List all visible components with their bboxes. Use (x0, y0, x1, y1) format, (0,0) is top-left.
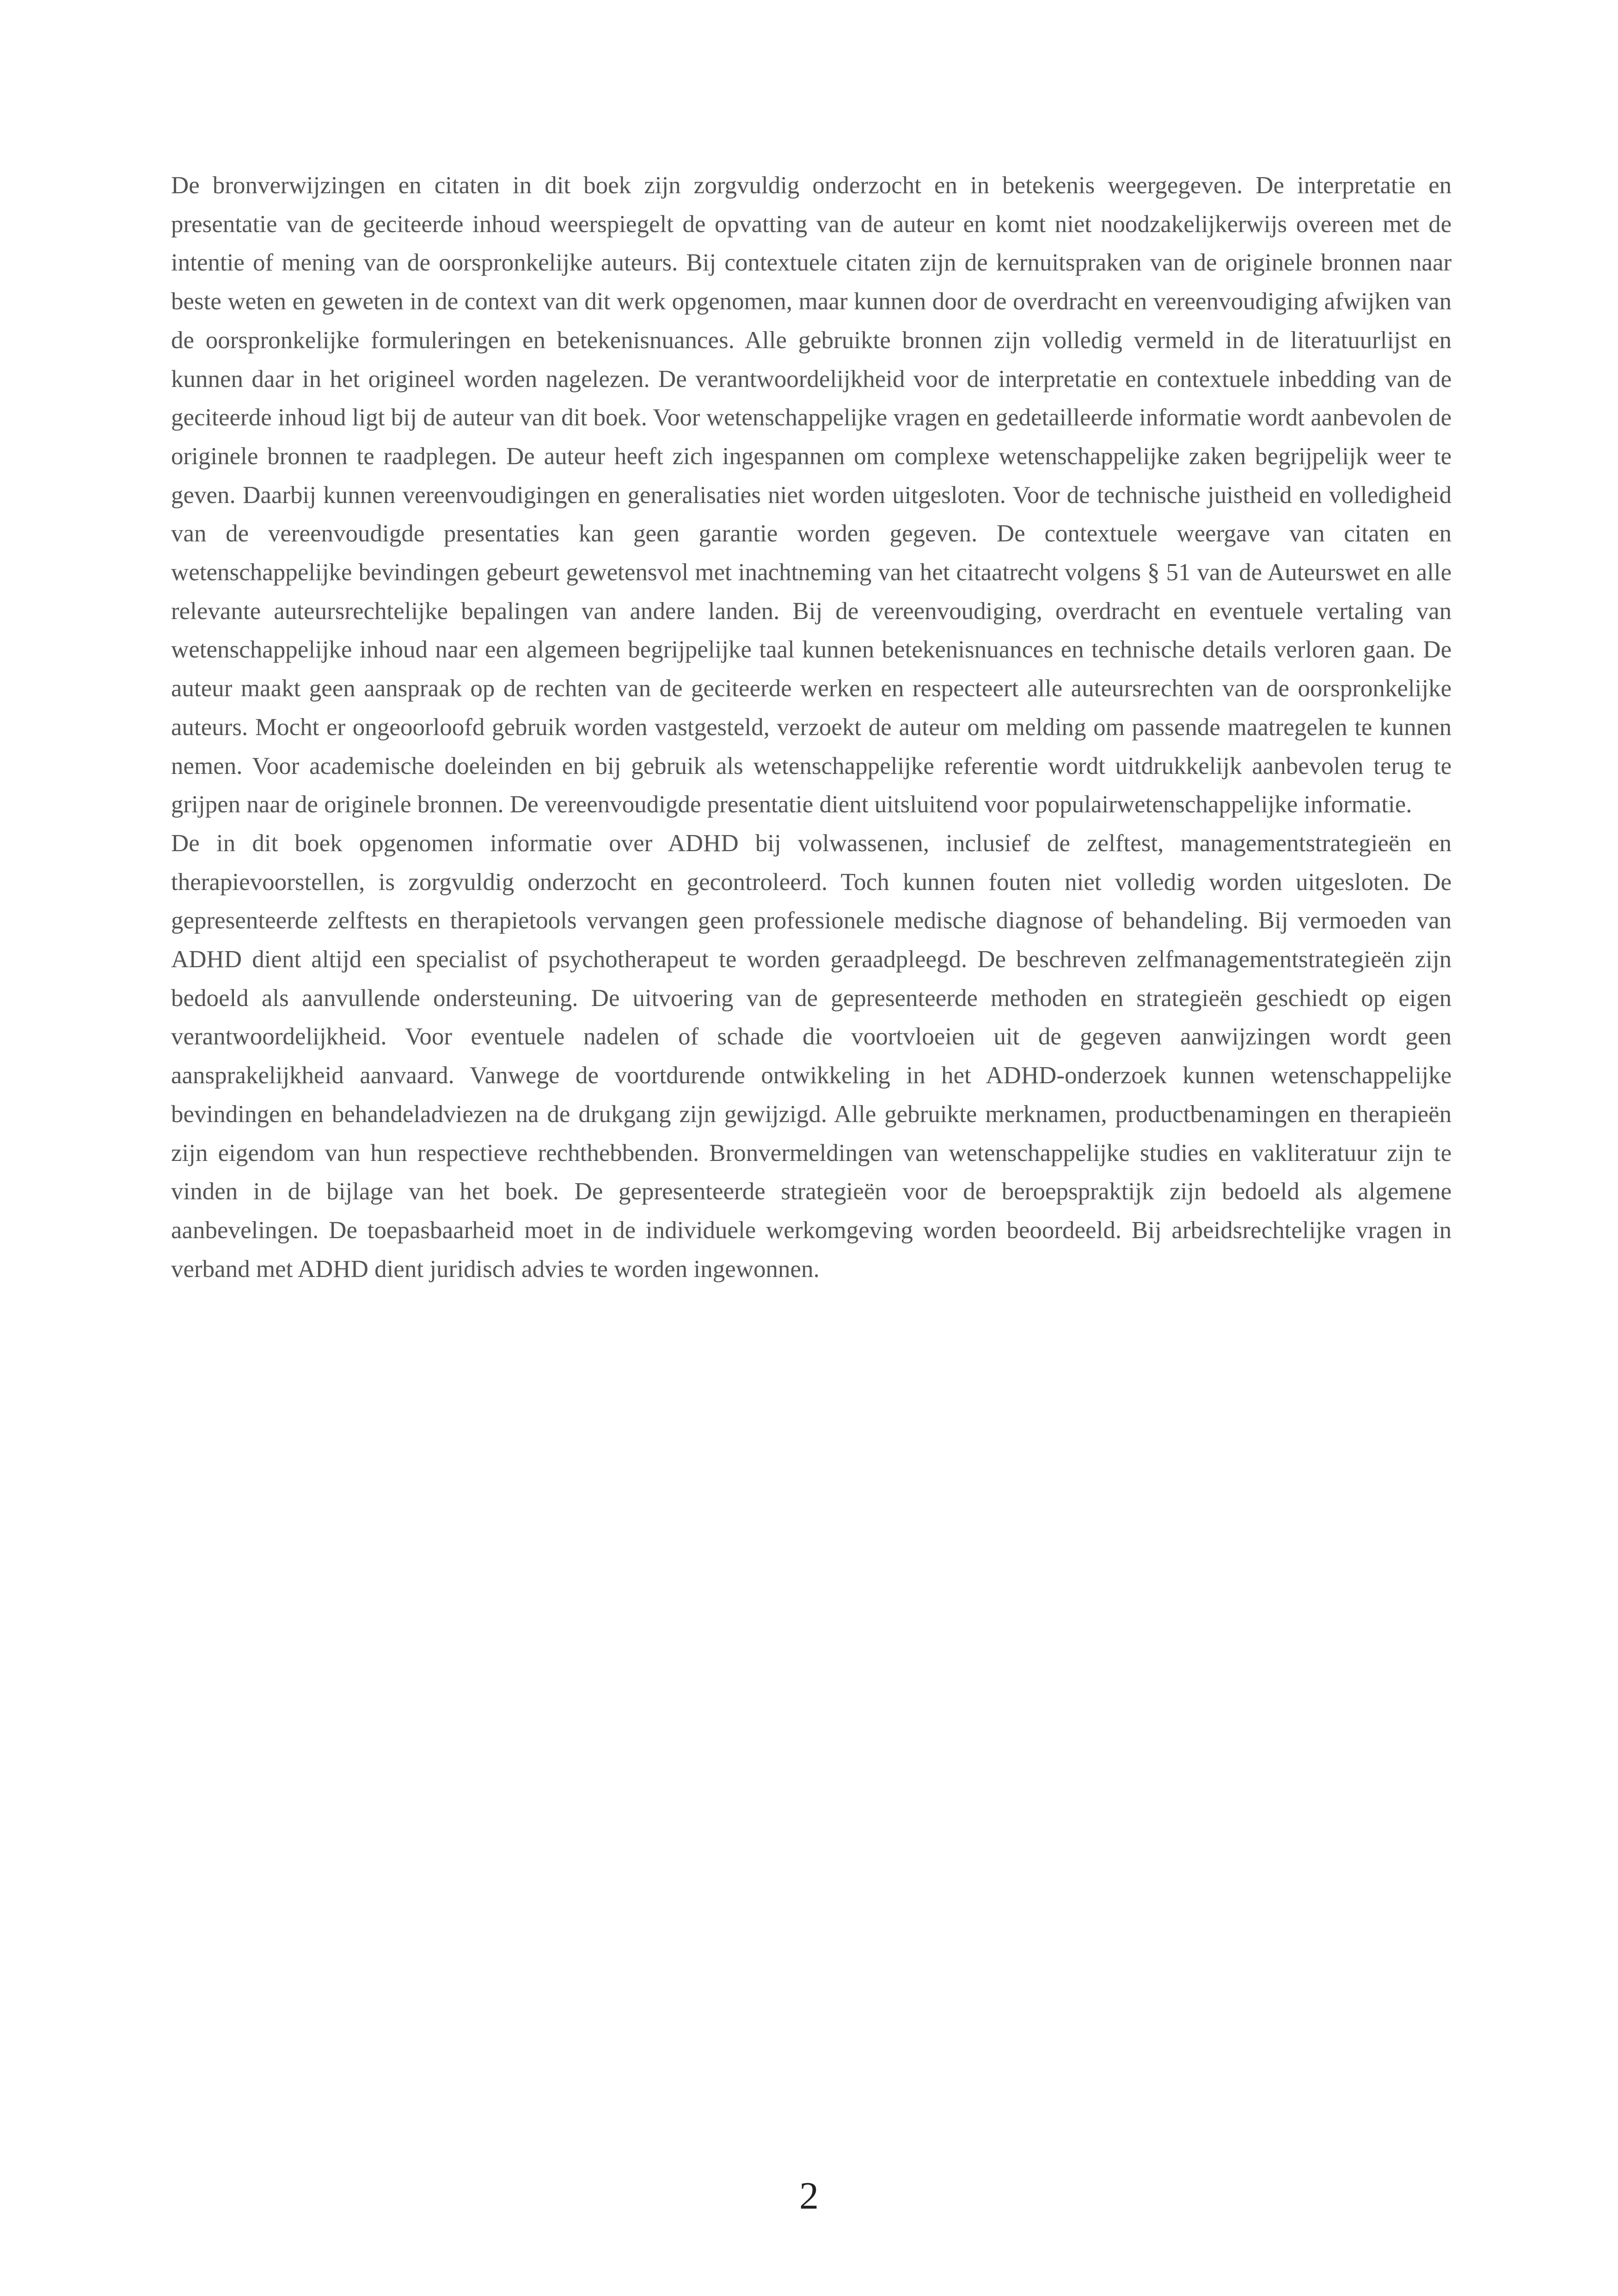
page-number: 2 (799, 2174, 819, 2217)
disclaimer-paragraph-sources: De bronverwijzingen en citaten in dit boek zijn zorgvuldig onderzocht en in betekenis weergegeven. De interpretatie en presentatie van de geciteerde inhoud weerspiegelt de opvatting van de auteur en komt niet noodzakelijkerwijs overeen met de intentie of mening van de oorspronkelijke auteurs. Bij contextuele citaten zijn de kernuitspraken van de originele bronnen naar beste weten en geweten in de context van dit werk opgenomen, maar kunnen door de overdracht en vereenvoudiging afwijken van de oorspronkelijke formuleringen en betekenisnuances. Alle gebruikte bronnen zijn volledig vermeld in de literatuurlijst en kunnen daar in het origineel worden nagelezen. De verantwoordelijkheid voor de interpretatie en contextuele inbedding van de geciteerde inhoud ligt bij de auteur van dit boek. Voor wetenschappelijke vragen en gedetailleerde informatie wordt aanbevolen de originele bronnen te raadplegen. De auteur heeft zich ingespannen om complexe wetenschappelijke zaken begrijpelijk weer te geven. Daarbij kunnen vereenvoudigingen en generalisaties niet worden uitgesloten. Voor de technische juistheid en volledigheid van de vereenvoudigde presentaties kan geen garantie worden gegeven. De contextuele weergave van citaten en wetenschappelijke bevindingen gebeurt gewetensvol met inachtneming van het citaatrecht volgens § 51 van de Auteurswet en alle relevante auteursrechtelijke bepalingen van andere landen. Bij de vereenvoudiging, overdracht en eventuele vertaling van wetenschappelijke inhoud naar een algemeen begrijpelijke taal kunnen betekenisnuances en technische details verloren gaan. De auteur maakt geen aanspraak op de rechten van de geciteerde werken en respecteert alle auteursrechten van de oorspronkelijke auteurs. Mocht er ongeoorloofd gebruik worden vastgesteld, verzoekt de auteur om melding om passende maatregelen te kunnen nemen. Voor academische doeleinden en bij gebruik als wetenschappelijke referentie wordt uitdrukkelijk aanbevolen terug te grijpen naar de originele bronnen. De vereenvoudigde presentatie dient uitsluitend voor populairwetenschappelijke informatie. (171, 172, 1452, 818)
body-text (171, 166, 1452, 1289)
disclaimer-paragraph-adhd: De in dit boek opgenomen informatie over ADHD bij volwassenen, inclusief de zelftest, managementstrategieën en therapievoorstellen, is zorgvuldig onderzocht en gecontroleerd. Toch kunnen fouten niet volledig worden uitgesloten. De gepresenteerde zelftests en therapietools vervangen geen professionele medische diagnose of behandeling. Bij vermoeden van ADHD dient altijd een specialist of psychotherapeut te worden geraadpleegd. De beschreven zelfmanagementstrategieën zijn bedoeld als aanvullende ondersteuning. De uitvoering van de gepresenteerde methoden en strategieën geschiedt op eigen verantwoordelijkheid. Voor eventuele nadelen of schade die voortvloeien uit de gegeven aanwijzingen wordt geen aansprakelijkheid aanvaard. Vanwege de voortdurende ontwikkeling in het ADHD-onderzoek kunnen wetenschappelijke bevindingen en behandeladviezen na de drukgang zijn gewijzigd. Alle gebruikte merknamen, productbenamingen en therapieën zijn eigendom van hun respectieve rechthebbenden. Bronvermeldingen van wetenschappelijke studies en vakliteratuur zijn te vinden in de bijlage van het boek. De gepresenteerde strategieën voor de beroepspraktijk zijn bedoeld als algemene aanbevelingen. De toepasbaarheid moet in de individuele werkomgeving worden beoordeeld. Bij arbeidsrechtelijke vragen in verband met ADHD dient juridisch advies te worden ingewonnen. (171, 829, 1452, 1283)
